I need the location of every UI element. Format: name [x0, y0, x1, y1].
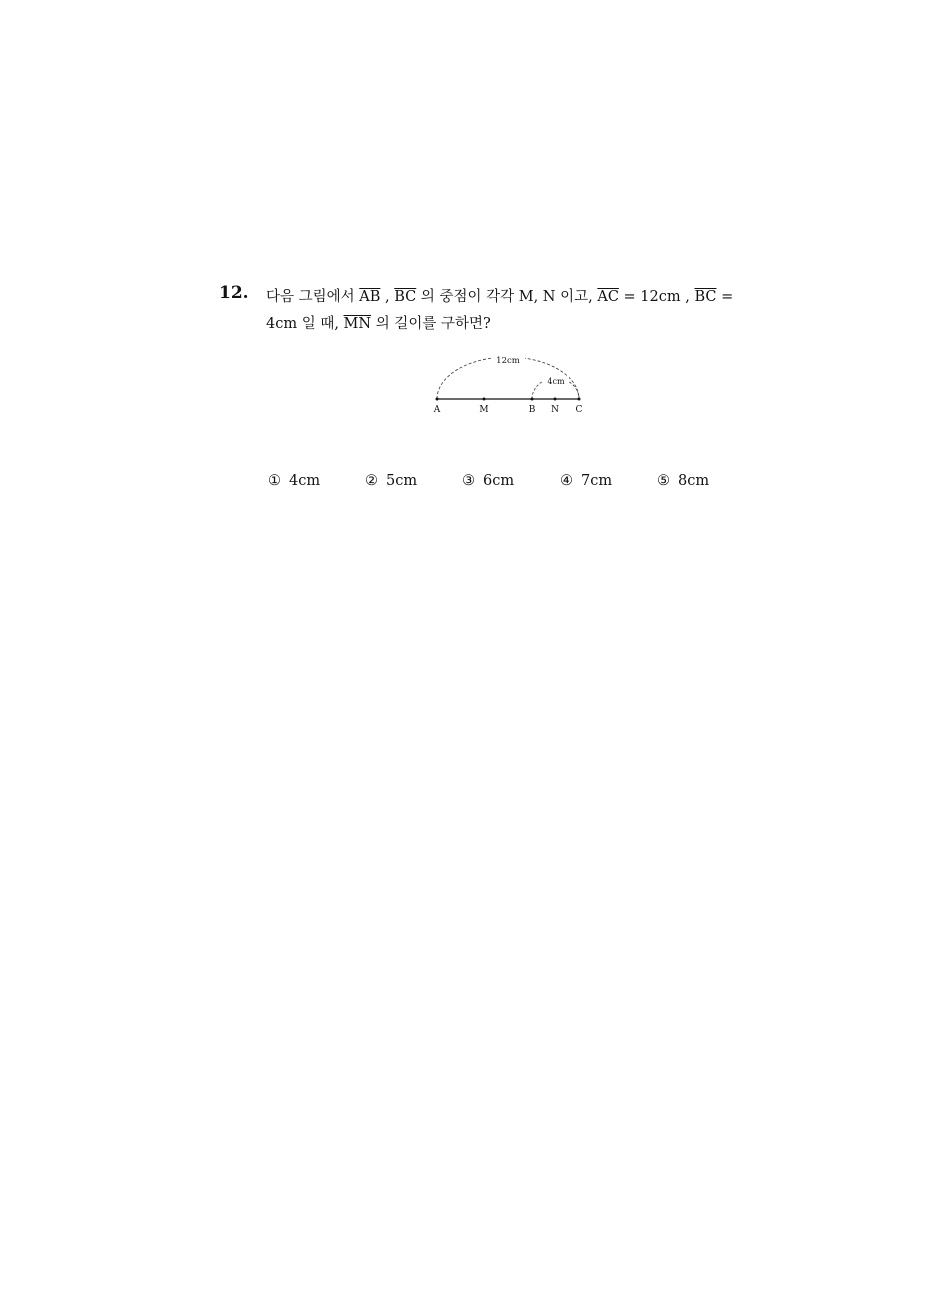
- question-text: 4cm 일 때,: [266, 316, 344, 332]
- choice-text: 5cm: [386, 473, 418, 489]
- choice-marker: ①: [268, 473, 281, 489]
- question-text: 의 중점이 각각 M, N 이고,: [416, 289, 598, 305]
- question-text: 의 길이를 구하면?: [371, 316, 491, 332]
- segment-mn: $\overline{MN}$: [343, 316, 372, 332]
- segment-bc: $\overline{BC}$: [394, 289, 417, 305]
- point-label-c: C: [575, 405, 583, 415]
- segment-ab: $\overline{AB}$: [359, 289, 381, 305]
- point-b: [531, 398, 534, 401]
- question-text-line-2: [266, 312, 491, 333]
- point-label-b: B: [528, 405, 536, 415]
- segment-bc: $\overline{BC}$: [694, 289, 717, 305]
- answer-choices: [268, 473, 738, 493]
- point-m: [483, 398, 486, 401]
- point-n: [554, 398, 557, 401]
- point-a: [436, 398, 439, 401]
- choice-2[interactable]: [365, 473, 417, 489]
- choice-text: 6cm: [483, 473, 515, 489]
- choice-marker: ②: [365, 473, 378, 489]
- question-text: =: [716, 289, 734, 305]
- choice-text: 4cm: [289, 473, 321, 489]
- choice-marker: ⑤: [657, 473, 670, 489]
- question-number: 12.: [219, 283, 249, 303]
- question-text: ,: [380, 289, 395, 305]
- choice-marker: ③: [462, 473, 475, 489]
- choice-text: 7cm: [581, 473, 613, 489]
- choice-text: 8cm: [678, 473, 710, 489]
- choice-3[interactable]: [462, 473, 514, 489]
- choice-marker: ④: [560, 473, 573, 489]
- choice-5[interactable]: [657, 473, 709, 489]
- point-label-a: A: [433, 405, 441, 415]
- point-label-n: N: [551, 405, 559, 415]
- arc-bc-label: 4cm: [547, 377, 565, 386]
- point-label-m: M: [479, 405, 489, 415]
- question-text: = 12cm ,: [618, 289, 695, 305]
- segment-ac: $\overline{AC}$: [597, 289, 619, 305]
- question-text-line-1: [266, 285, 733, 306]
- segment-diagram: [426, 350, 596, 420]
- point-c: [578, 398, 581, 401]
- question-text: 다음 그림에서: [266, 289, 360, 305]
- choice-1[interactable]: [268, 473, 320, 489]
- arc-ac-label: 12cm: [496, 356, 520, 366]
- choice-4[interactable]: [560, 473, 612, 489]
